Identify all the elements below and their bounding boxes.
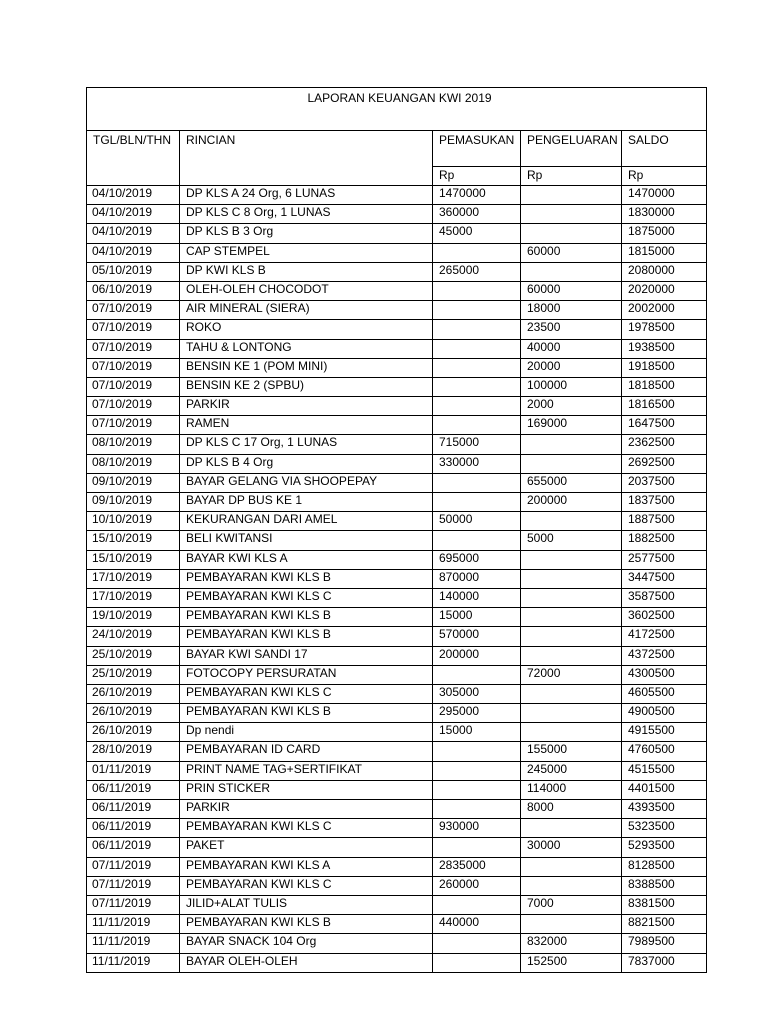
cell-balance: 4372500 [622, 646, 707, 665]
cell-income [433, 339, 521, 358]
table-row [87, 627, 707, 646]
cell-balance: 8128500 [622, 857, 707, 876]
cell-date: 04/10/2019 [87, 205, 180, 224]
cell-balance: 8388500 [622, 876, 707, 895]
cell-description: FOTOCOPY PERSURATAN [180, 665, 433, 684]
cell-income: 715000 [433, 435, 521, 454]
cell-expense [521, 915, 622, 934]
cell-description: BENSIN KE 2 (SPBU) [180, 377, 433, 396]
table-row [87, 800, 707, 819]
table-row [87, 569, 707, 588]
cell-date: 11/11/2019 [87, 934, 180, 953]
cell-date: 17/10/2019 [87, 569, 180, 588]
column-header-balance: SALDO [622, 131, 707, 167]
cell-description: PARKIR [180, 800, 433, 819]
cell-description: DP KLS C 17 Org, 1 LUNAS [180, 435, 433, 454]
cell-description: PAKET [180, 838, 433, 857]
cell-balance: 4401500 [622, 780, 707, 799]
cell-description: TAHU & LONTONG [180, 339, 433, 358]
cell-balance: 1470000 [622, 186, 707, 205]
table-row [87, 608, 707, 627]
cell-income [433, 780, 521, 799]
financial-report-table [86, 87, 707, 973]
cell-date: 04/10/2019 [87, 186, 180, 205]
cell-date: 05/10/2019 [87, 262, 180, 281]
cell-date: 10/10/2019 [87, 512, 180, 531]
cell-expense: 40000 [521, 339, 622, 358]
cell-date: 24/10/2019 [87, 627, 180, 646]
cell-date: 01/11/2019 [87, 761, 180, 780]
cell-date: 06/11/2019 [87, 838, 180, 857]
cell-date: 07/10/2019 [87, 301, 180, 320]
cell-date: 07/10/2019 [87, 320, 180, 339]
table-row [87, 512, 707, 531]
cell-description: ROKO [180, 320, 433, 339]
table-row [87, 531, 707, 550]
cell-income [433, 281, 521, 300]
cell-description: KEKURANGAN DARI AMEL [180, 512, 433, 531]
cell-description: BAYAR DP BUS KE 1 [180, 493, 433, 512]
cell-balance: 1815000 [622, 243, 707, 262]
cell-balance: 4300500 [622, 665, 707, 684]
cell-description: PEMBAYARAN ID CARD [180, 742, 433, 761]
cell-balance: 7989500 [622, 934, 707, 953]
cell-date: 06/10/2019 [87, 281, 180, 300]
cell-income: 440000 [433, 915, 521, 934]
cell-income: 200000 [433, 646, 521, 665]
cell-expense: 655000 [521, 473, 622, 492]
cell-income: 930000 [433, 819, 521, 838]
table-row [87, 262, 707, 281]
cell-description: BENSIN KE 1 (POM MINI) [180, 358, 433, 377]
table-row [87, 397, 707, 416]
cell-date: 06/11/2019 [87, 780, 180, 799]
cell-balance: 4760500 [622, 742, 707, 761]
table-row [87, 186, 707, 205]
cell-income [433, 416, 521, 435]
cell-description: DP KWI KLS B [180, 262, 433, 281]
cell-date: 26/10/2019 [87, 684, 180, 703]
cell-expense: 20000 [521, 358, 622, 377]
cell-income: 330000 [433, 454, 521, 473]
cell-description: RAMEN [180, 416, 433, 435]
table-row [87, 588, 707, 607]
cell-description: PARKIR [180, 397, 433, 416]
table-row [87, 550, 707, 569]
cell-expense: 60000 [521, 243, 622, 262]
cell-date: 25/10/2019 [87, 646, 180, 665]
cell-date: 06/11/2019 [87, 800, 180, 819]
cell-expense [521, 627, 622, 646]
cell-balance: 2037500 [622, 473, 707, 492]
cell-balance: 3602500 [622, 608, 707, 627]
table-row [87, 819, 707, 838]
table-row [87, 281, 707, 300]
cell-description: PEMBAYARAN KWI KLS B [180, 608, 433, 627]
cell-income: 140000 [433, 588, 521, 607]
cell-date: 26/10/2019 [87, 704, 180, 723]
cell-description: BAYAR SNACK 104 Org [180, 934, 433, 953]
cell-balance: 1816500 [622, 397, 707, 416]
table-row [87, 742, 707, 761]
cell-date: 11/11/2019 [87, 953, 180, 972]
cell-expense: 18000 [521, 301, 622, 320]
cell-balance: 1818500 [622, 377, 707, 396]
cell-income [433, 742, 521, 761]
cell-balance: 4900500 [622, 704, 707, 723]
cell-income [433, 320, 521, 339]
cell-balance: 1647500 [622, 416, 707, 435]
table-row [87, 646, 707, 665]
cell-date: 19/10/2019 [87, 608, 180, 627]
unit-balance: Rp [622, 167, 707, 186]
cell-balance: 4172500 [622, 627, 707, 646]
cell-expense [521, 819, 622, 838]
cell-income [433, 800, 521, 819]
table-row [87, 895, 707, 914]
cell-expense: 8000 [521, 800, 622, 819]
cell-expense [521, 454, 622, 473]
cell-income [433, 895, 521, 914]
cell-income [433, 243, 521, 262]
cell-balance: 2692500 [622, 454, 707, 473]
cell-expense: 152500 [521, 953, 622, 972]
cell-date: 25/10/2019 [87, 665, 180, 684]
cell-income: 2835000 [433, 857, 521, 876]
cell-expense [521, 224, 622, 243]
cell-description: PEMBAYARAN KWI KLS C [180, 876, 433, 895]
cell-income: 260000 [433, 876, 521, 895]
cell-date: 11/11/2019 [87, 915, 180, 934]
cell-expense: 169000 [521, 416, 622, 435]
cell-income [433, 934, 521, 953]
cell-expense: 5000 [521, 531, 622, 550]
table-row [87, 435, 707, 454]
cell-expense: 114000 [521, 780, 622, 799]
cell-income [433, 358, 521, 377]
title-row [87, 88, 707, 131]
cell-balance: 1938500 [622, 339, 707, 358]
cell-expense [521, 608, 622, 627]
cell-description: BAYAR OLEH-OLEH [180, 953, 433, 972]
table-row [87, 358, 707, 377]
cell-balance: 4915500 [622, 723, 707, 742]
cell-expense [521, 876, 622, 895]
cell-date: 04/10/2019 [87, 224, 180, 243]
cell-date: 07/10/2019 [87, 416, 180, 435]
cell-description: PRIN STICKER [180, 780, 433, 799]
cell-balance: 1918500 [622, 358, 707, 377]
cell-expense: 7000 [521, 895, 622, 914]
cell-expense [521, 186, 622, 205]
table-row [87, 493, 707, 512]
cell-income [433, 377, 521, 396]
cell-date: 07/11/2019 [87, 876, 180, 895]
cell-balance: 3587500 [622, 588, 707, 607]
cell-income [433, 953, 521, 972]
cell-income: 45000 [433, 224, 521, 243]
cell-expense [521, 262, 622, 281]
cell-description: BELI KWITANSI [180, 531, 433, 550]
cell-expense: 832000 [521, 934, 622, 953]
cell-date: 07/10/2019 [87, 358, 180, 377]
cell-expense: 245000 [521, 761, 622, 780]
cell-balance: 1882500 [622, 531, 707, 550]
cell-expense [521, 569, 622, 588]
cell-description: CAP STEMPEL [180, 243, 433, 262]
cell-expense [521, 684, 622, 703]
cell-balance: 7837000 [622, 953, 707, 972]
cell-income [433, 761, 521, 780]
cell-expense: 200000 [521, 493, 622, 512]
cell-description: PEMBAYARAN KWI KLS C [180, 684, 433, 703]
cell-income: 295000 [433, 704, 521, 723]
table-row [87, 780, 707, 799]
cell-income: 570000 [433, 627, 521, 646]
cell-balance: 1887500 [622, 512, 707, 531]
table-row [87, 684, 707, 703]
table-row [87, 723, 707, 742]
cell-date: 08/10/2019 [87, 435, 180, 454]
cell-balance: 1875000 [622, 224, 707, 243]
cell-income [433, 473, 521, 492]
cell-expense: 155000 [521, 742, 622, 761]
table-row [87, 665, 707, 684]
cell-description: Dp nendi [180, 723, 433, 742]
cell-expense: 60000 [521, 281, 622, 300]
cell-expense [521, 588, 622, 607]
cell-income: 50000 [433, 512, 521, 531]
cell-date: 04/10/2019 [87, 243, 180, 262]
table-row [87, 301, 707, 320]
cell-income [433, 493, 521, 512]
table-row [87, 454, 707, 473]
cell-expense [521, 723, 622, 742]
unit-expense: Rp [521, 167, 622, 186]
header-row [87, 131, 707, 167]
cell-income [433, 665, 521, 684]
cell-expense: 2000 [521, 397, 622, 416]
cell-balance: 2020000 [622, 281, 707, 300]
cell-date: 07/10/2019 [87, 339, 180, 358]
cell-description: PEMBAYARAN KWI KLS A [180, 857, 433, 876]
cell-description: JILID+ALAT TULIS [180, 895, 433, 914]
cell-expense [521, 205, 622, 224]
cell-date: 07/11/2019 [87, 857, 180, 876]
table-row [87, 934, 707, 953]
cell-date: 07/11/2019 [87, 895, 180, 914]
cell-expense [521, 512, 622, 531]
cell-expense: 72000 [521, 665, 622, 684]
table-row [87, 953, 707, 972]
cell-date: 07/10/2019 [87, 397, 180, 416]
table-row [87, 339, 707, 358]
cell-date: 07/10/2019 [87, 377, 180, 396]
cell-income [433, 301, 521, 320]
cell-description: PEMBAYARAN KWI KLS B [180, 915, 433, 934]
table-row [87, 377, 707, 396]
cell-description: BAYAR GELANG VIA SHOOPEPAY [180, 473, 433, 492]
cell-description: DP KLS B 3 Org [180, 224, 433, 243]
cell-date: 08/10/2019 [87, 454, 180, 473]
table-row [87, 915, 707, 934]
cell-expense: 23500 [521, 320, 622, 339]
table-row [87, 243, 707, 262]
cell-income [433, 838, 521, 857]
cell-balance: 1837500 [622, 493, 707, 512]
cell-description: BAYAR KWI KLS A [180, 550, 433, 569]
table-row [87, 876, 707, 895]
cell-date: 09/10/2019 [87, 493, 180, 512]
cell-balance: 2080000 [622, 262, 707, 281]
cell-income: 265000 [433, 262, 521, 281]
cell-description: DP KLS B 4 Org [180, 454, 433, 473]
cell-expense [521, 435, 622, 454]
cell-description: PEMBAYARAN KWI KLS B [180, 569, 433, 588]
column-header-income: PEMASUKAN [433, 131, 521, 167]
column-header-date: TGL/BLN/THN [87, 131, 180, 186]
cell-income: 15000 [433, 608, 521, 627]
cell-income: 870000 [433, 569, 521, 588]
cell-date: 15/10/2019 [87, 531, 180, 550]
cell-balance: 8821500 [622, 915, 707, 934]
cell-balance: 1830000 [622, 205, 707, 224]
report-title: LAPORAN KEUANGAN KWI 2019 [87, 88, 707, 131]
cell-description: DP KLS C 8 Org, 1 LUNAS [180, 205, 433, 224]
cell-balance: 4605500 [622, 684, 707, 703]
cell-balance: 8381500 [622, 895, 707, 914]
cell-date: 06/11/2019 [87, 819, 180, 838]
cell-description: PEMBAYARAN KWI KLS B [180, 627, 433, 646]
cell-income: 305000 [433, 684, 521, 703]
cell-date: 26/10/2019 [87, 723, 180, 742]
cell-income: 15000 [433, 723, 521, 742]
cell-description: PEMBAYARAN KWI KLS B [180, 704, 433, 723]
cell-description: AIR MINERAL (SIERA) [180, 301, 433, 320]
table-row [87, 704, 707, 723]
cell-expense: 30000 [521, 838, 622, 857]
cell-balance: 4515500 [622, 761, 707, 780]
cell-expense [521, 646, 622, 665]
cell-description: DP KLS A 24 Org, 6 LUNAS [180, 186, 433, 205]
cell-expense: 100000 [521, 377, 622, 396]
cell-income [433, 397, 521, 416]
cell-balance: 5293500 [622, 838, 707, 857]
cell-balance: 5323500 [622, 819, 707, 838]
table-row [87, 473, 707, 492]
cell-income: 695000 [433, 550, 521, 569]
column-header-expense: PENGELUARAN [521, 131, 622, 167]
unit-income: Rp [433, 167, 521, 186]
table-row [87, 857, 707, 876]
cell-expense [521, 704, 622, 723]
cell-income [433, 531, 521, 550]
cell-date: 17/10/2019 [87, 588, 180, 607]
cell-balance: 4393500 [622, 800, 707, 819]
cell-description: PEMBAYARAN KWI KLS C [180, 588, 433, 607]
cell-balance: 1978500 [622, 320, 707, 339]
table-row [87, 761, 707, 780]
table-row [87, 416, 707, 435]
cell-description: OLEH-OLEH CHOCODOT [180, 281, 433, 300]
cell-description: PEMBAYARAN KWI KLS C [180, 819, 433, 838]
table-row [87, 205, 707, 224]
cell-income: 1470000 [433, 186, 521, 205]
cell-date: 28/10/2019 [87, 742, 180, 761]
cell-date: 09/10/2019 [87, 473, 180, 492]
cell-balance: 3447500 [622, 569, 707, 588]
cell-expense [521, 550, 622, 569]
cell-expense [521, 857, 622, 876]
cell-date: 15/10/2019 [87, 550, 180, 569]
cell-description: BAYAR KWI SANDI 17 [180, 646, 433, 665]
cell-balance: 2002000 [622, 301, 707, 320]
table-row [87, 224, 707, 243]
cell-description: PRINT NAME TAG+SERTIFIKAT [180, 761, 433, 780]
table-row [87, 838, 707, 857]
cell-balance: 2362500 [622, 435, 707, 454]
column-header-description: RINCIAN [180, 131, 433, 186]
cell-balance: 2577500 [622, 550, 707, 569]
table-row [87, 320, 707, 339]
cell-income: 360000 [433, 205, 521, 224]
